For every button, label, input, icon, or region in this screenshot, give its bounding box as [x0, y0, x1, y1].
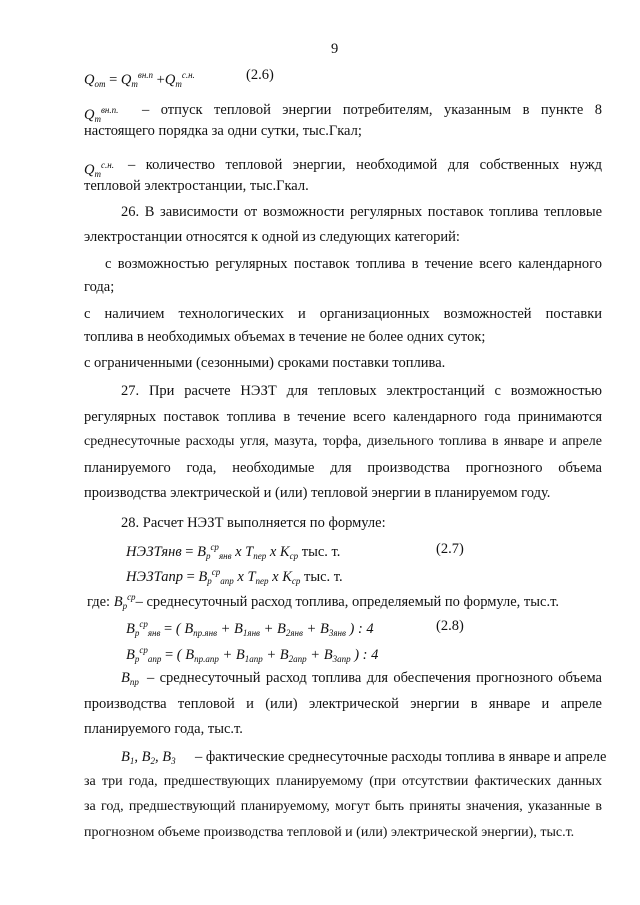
def-b123-line2: за три года, предшествующих планируемому (при отсутствии фактических данных: [84, 774, 602, 789]
page-number: 9: [331, 41, 339, 57]
def-bpr-line2: производства тепловой и (или) электрической энергии в январе и апреле: [84, 696, 602, 712]
def-b123-line3: за год, предшествующий планируемому, могут быть приняты значения, указанные в: [84, 799, 602, 814]
symbol-q-sn: $Q_т^{с.н.}$: [84, 160, 114, 179]
symbol-b123: $В_1$, $В_2$, $В_3$: [121, 749, 176, 766]
p26-item1-line2: года;: [84, 279, 115, 295]
formula-2-6: $Q_{от} = Q_т^{вн.п} +Q_т^{с.н.}$: [84, 70, 195, 89]
def-q-sn-line1: – количество тепловой энергии, необходимой для собственных нужд: [128, 157, 602, 173]
def-q-vnp-line1: – отпуск тепловой энергии потребителям, указанным в пункте 8: [142, 102, 602, 118]
where-prefix: где:: [87, 594, 111, 610]
def-bpr-line1: – среднесуточный расход топлива для обеспечения прогнозного объема: [147, 670, 602, 686]
p26-item3: с ограниченными (сезонными) сроками поставки топлива.: [84, 355, 446, 371]
p26-item1-line1: с возможностью регулярных поставок топлива в течение всего календарного: [105, 256, 602, 272]
p28-line1: 28. Расчет НЭЗТ выполняется по формуле:: [121, 515, 386, 531]
def-b123-line4: прогнозном объеме производства тепловой и (или) электрической энергии), тыс.т.: [84, 825, 575, 840]
p26-item2-line1: с наличием технологических и организационных возможностей поставки: [84, 306, 602, 322]
formula-2-7-apr: НЭЗТапр = $В_р^{ср}_{апр}$ x $T_{пер}$ x $K_{ср}$ тыс. т.: [126, 567, 343, 586]
def-q-vnp-line2: настоящего порядка за одни сутки, тыс.Гкал;: [84, 123, 362, 139]
def-q-sn-line2: тепловой электростанции, тыс.Гкал.: [84, 178, 309, 194]
p26-line1: 26. В зависимости от возможности регулярных поставок топлива тепловые: [121, 204, 602, 220]
p27-line1: 27. При расчете НЭЗТ для тепловых электростанций с возможностью: [121, 383, 602, 399]
def-bpr-line3: планируемого года, тыс.т.: [84, 721, 243, 737]
formula-2-6-number: (2.6): [246, 67, 274, 83]
formula-2-8-number: (2.8): [436, 618, 464, 634]
where-line: где: $В_р^{ср}-$ среднесуточный расход топлива, определяемый по формуле, тыс.т.: [87, 592, 559, 611]
where-text: – среднесуточный расход топлива, определяемый по формуле, тыс.т.: [135, 594, 559, 610]
symbol-q-vnp: $Q_т^{вн.п.}$: [84, 105, 119, 124]
p27-line2: регулярных поставок топлива в течение всего календарного года принимаются: [84, 409, 602, 425]
p26-item2-line2: топлива в необходимых объемах в течение не более одних суток;: [84, 329, 486, 345]
formula-2-7-unit-apr: тыс. т.: [304, 569, 343, 585]
formula-2-7-number: (2.7): [436, 541, 464, 557]
formula-2-7-jan: НЭЗТянв = $В_р^{ср}_{янв}$ x $T_{пер}$ x $K_{ср}$ тыс. т.: [126, 542, 341, 561]
p27-line5: производства электрической и (или) тепловой энергии в планируемом году.: [84, 485, 551, 501]
p26-line2: электростанции относятся к одной из следующих категорий:: [84, 229, 460, 245]
def-b123-line1: – фактические среднесуточные расходы топлива в январе и апреле: [195, 749, 607, 765]
p27-line3: среднесуточные расходы угля, мазута, торфа, дизельного топлива в январе и апреле: [84, 434, 602, 449]
formula-2-7-unit-jan: тыс. т.: [301, 544, 341, 560]
formula-2-8-jan: $В_р^{ср}_{янв}$ = ( $В_{пр.янв} + В_{1янв} + В_{2янв} + В_{3янв}$ ) : 4: [126, 619, 374, 638]
formula-2-8-apr: $В_р^{ср}_{апр}$ = ( $В_{пр.апр} + В_{1апр} + В_{2апр} + В_{3апр}$ ) : 4: [126, 645, 379, 664]
p27-line4: планируемого года, необходимые для производства прогнозного объема: [84, 460, 602, 476]
symbol-b-pr: $В_{пр}$: [121, 670, 139, 687]
